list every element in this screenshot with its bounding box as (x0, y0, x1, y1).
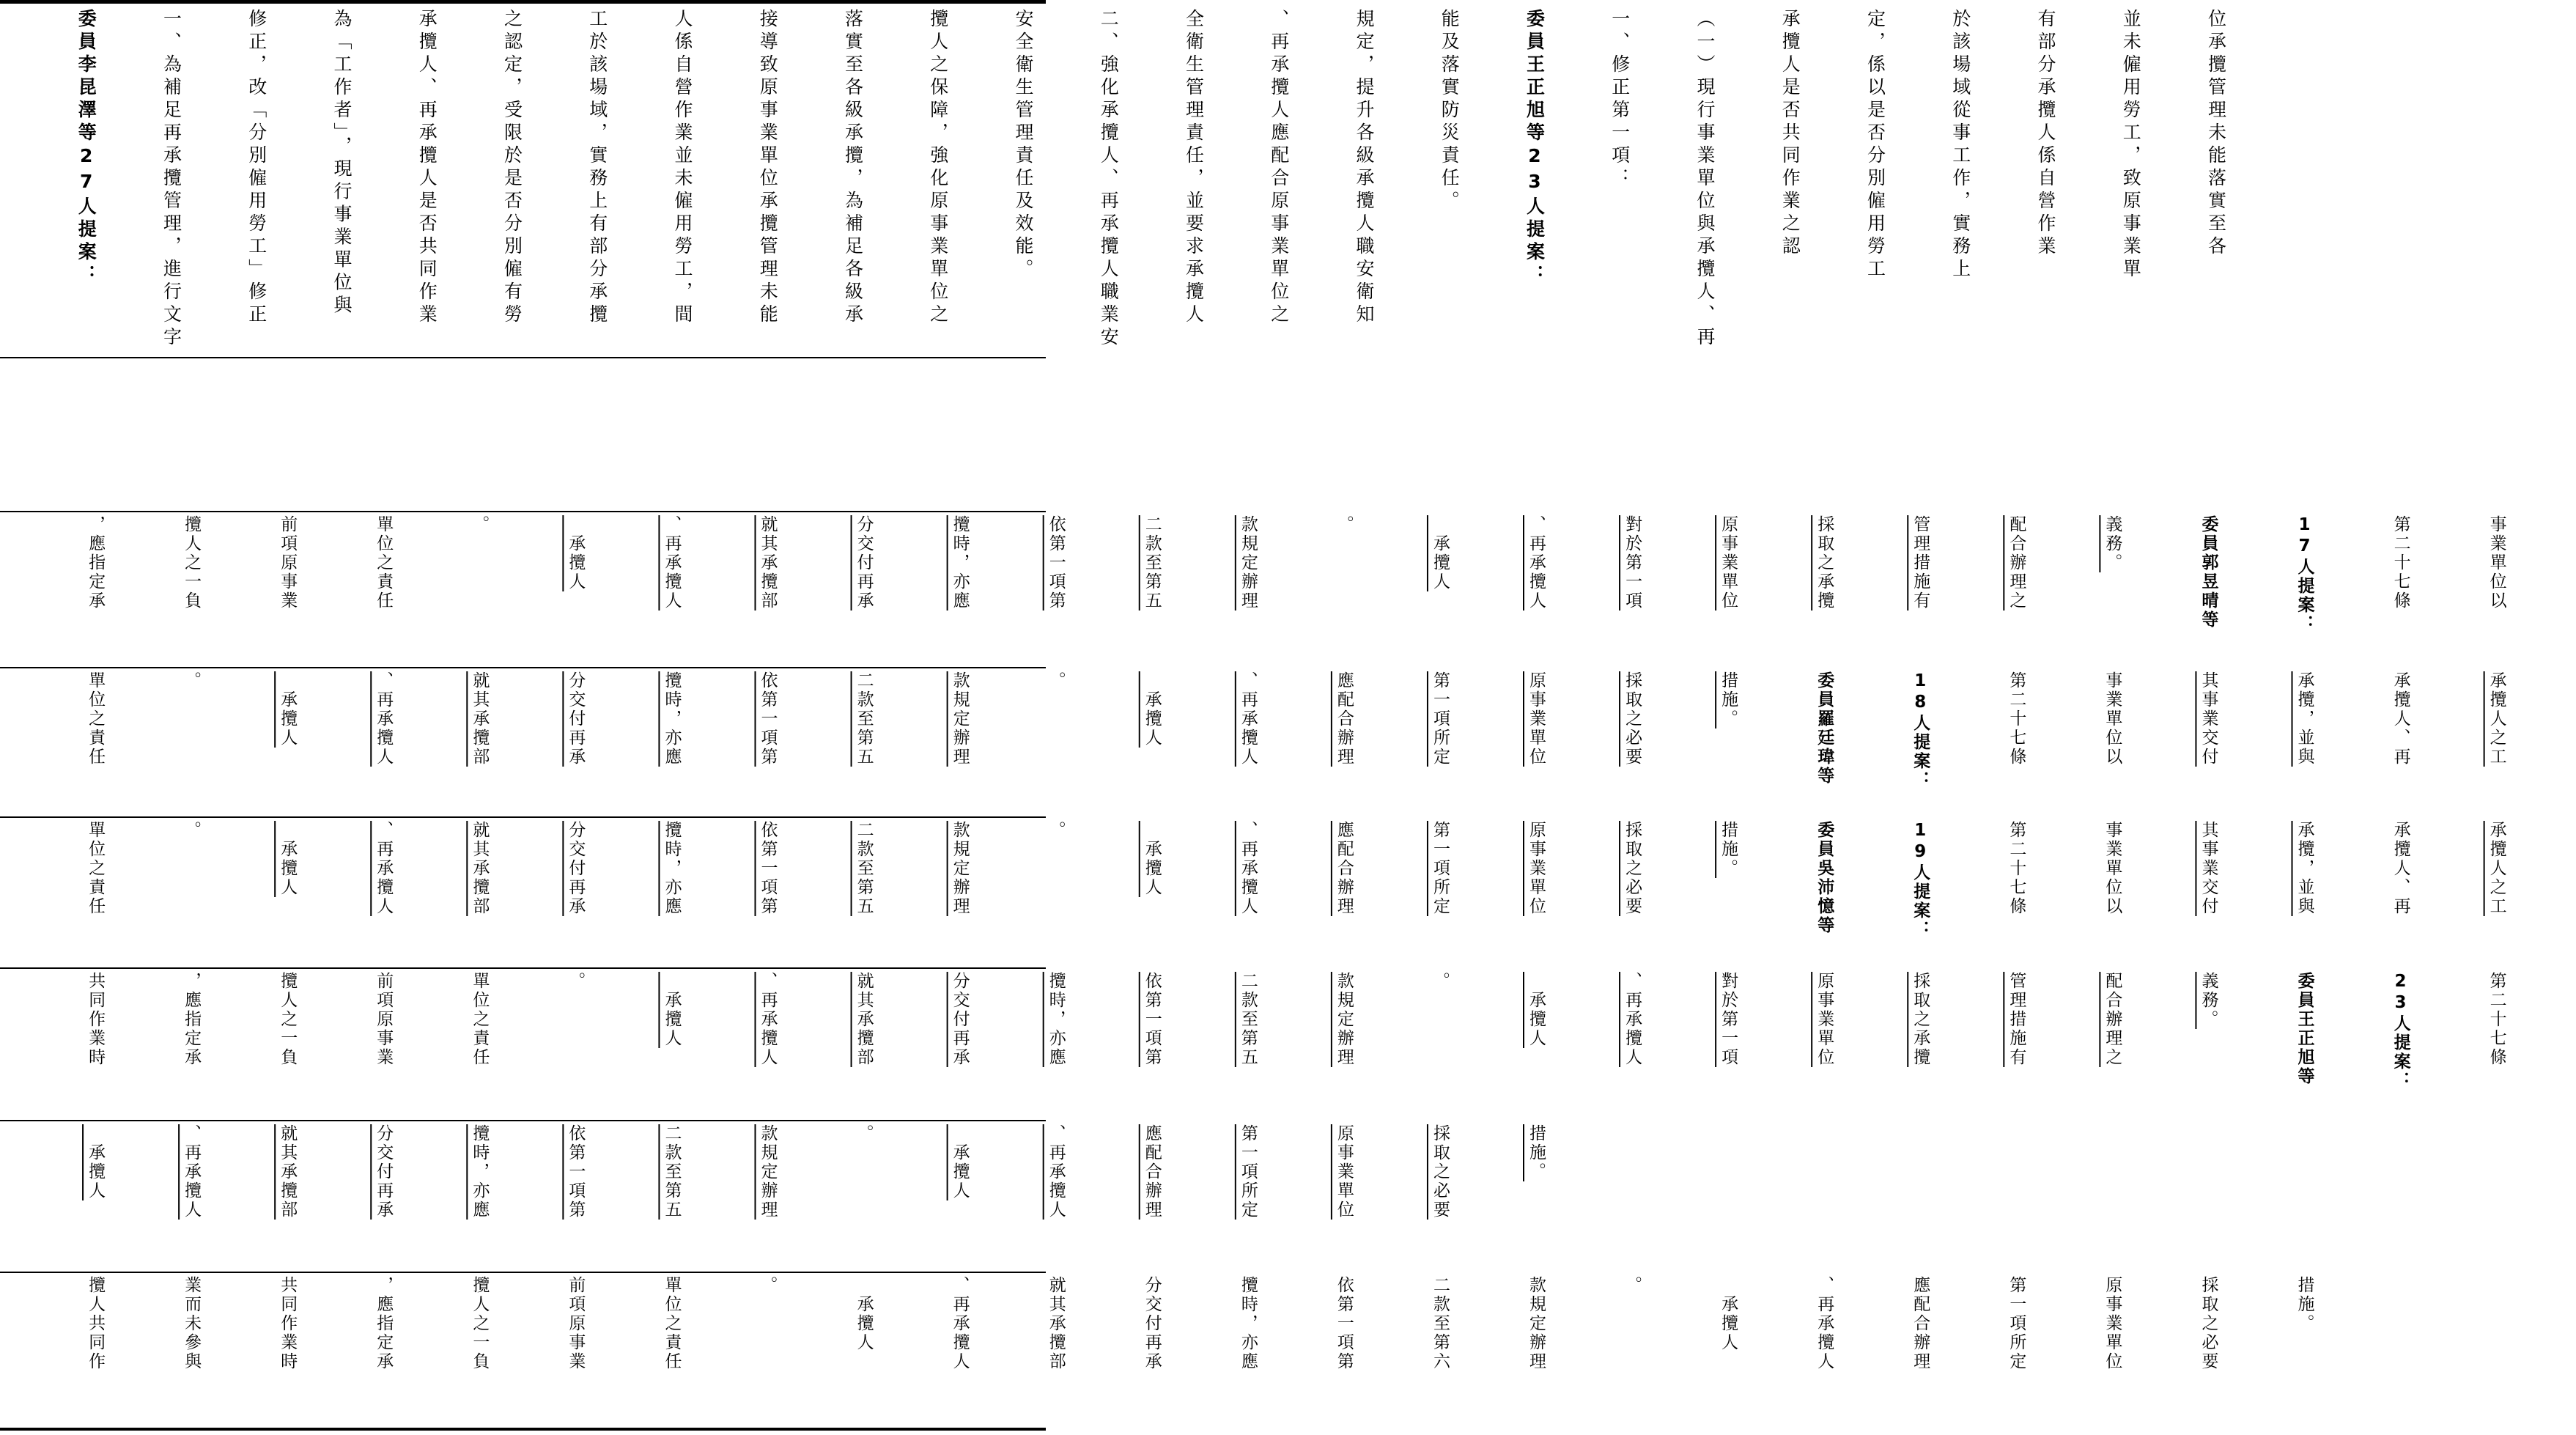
text-line: 分交付再承 (854, 515, 874, 610)
text-line: 採取之必要 (1623, 671, 1642, 767)
col-divider-4 (0, 1120, 1046, 1121)
text-line: 原事業單位 (1527, 671, 1546, 767)
text-line: 、再承攬人 (1046, 1124, 1066, 1220)
top-block (15, 9, 2227, 353)
text-line: 管理措施有 (2007, 972, 2026, 1067)
text-line: 委員吳沛憶等 (1815, 821, 1834, 935)
text-line: 之認定，受限於是否分別僱有勞 (501, 9, 523, 327)
text-line: 就其承攬部 (1046, 1276, 1066, 1371)
text-line: 能及落實防災責任。 (1439, 9, 1461, 213)
text-line: 人係自營作業並未僱用勞工，間 (672, 9, 693, 327)
text-line: 管理措施有 (1911, 515, 1930, 610)
text-line: 配合辦理之 (2007, 515, 2026, 610)
text-line: 事業單位以 (2103, 671, 2122, 767)
text-line: 其事業交付 (2199, 821, 2218, 916)
text-line: 承攬人是否共同作業之認 (1779, 9, 1801, 259)
text-line: 義務。 (2199, 972, 2218, 1029)
text-line: 採取之必要 (1623, 821, 1642, 916)
text-line: 二款至第五 (854, 821, 874, 916)
text-line: 分交付再承 (566, 821, 586, 916)
text-line: 依第一項第 (1334, 1276, 1354, 1371)
text-line: 攬人之保障，強化原事業單位之 (927, 9, 949, 327)
text-line: 委員郭昱晴等 (2199, 515, 2218, 630)
text-line: 承攬人 (854, 1276, 874, 1352)
text-line: 攬時，亦應 (950, 515, 970, 610)
text-line: 原事業單位 (1815, 972, 1834, 1067)
text-line: 位承攬管理未能落實至各 (2205, 9, 2227, 259)
text-line: 攬人之一負 (278, 972, 298, 1067)
text-line: 措施。 (1719, 671, 1738, 728)
text-line: 前項原事業 (278, 515, 298, 610)
text-line: 就其承攬部 (758, 515, 778, 610)
text-line: 應配合辦理 (1142, 1124, 1162, 1220)
text-line: 。 (758, 1276, 778, 1295)
text-line: 原事業單位 (1527, 821, 1546, 916)
text-line: 、再承攬人 (662, 515, 682, 610)
text-line: ，應指定承 (374, 1276, 394, 1371)
text-line: 承攬人之工 (2487, 671, 2506, 767)
text-line: ，應指定承 (182, 972, 202, 1067)
text-line: 原事業單位 (2103, 1276, 2122, 1371)
text-line: （一）現行事業單位與承攬人、再 (1694, 9, 1716, 350)
text-line: 依第一項第 (758, 671, 778, 767)
col-divider-5 (0, 1272, 1046, 1273)
column-3 (15, 972, 2506, 1117)
text-line: 分交付再承 (950, 972, 970, 1067)
text-line: 承攬人 (662, 972, 682, 1048)
text-line: 二款至第六 (1430, 1276, 1450, 1371)
text-line: 、再承攬人 (374, 671, 394, 767)
column-6 (15, 515, 2506, 663)
text-line: 承攬人、再 (2391, 821, 2410, 916)
text-line: 措施。 (1527, 1124, 1546, 1181)
text-line: 就其承攬部 (470, 821, 490, 916)
text-line: 承攬人 (278, 671, 298, 748)
text-line: 二、強化承攬人、再承攬人職業安 (1098, 9, 1120, 350)
column-text (15, 515, 2576, 662)
text-line: 依第一項第 (566, 1124, 586, 1220)
text-line: 應配合辦理 (1334, 821, 1354, 916)
text-line: 採取之承攬 (1815, 515, 1834, 610)
text-line: 規定，提升各級承攬人職安衛知 (1354, 9, 1375, 327)
text-line: 承攬人、再承攬人是否共同作業 (416, 9, 438, 327)
text-line: 第一項所定 (2007, 1276, 2026, 1371)
text-line: 單位之責任 (374, 515, 394, 610)
text-line: 修正，改「分別僱用勞工」修正 (246, 9, 267, 327)
text-line: 有部分承攬人係自營作業 (2035, 9, 2056, 259)
text-line: 為「工作者」，現行事業單位與 (331, 9, 353, 318)
text-line: 攬時，亦應 (662, 821, 682, 916)
text-line: 承攬人 (86, 1124, 106, 1200)
mid-divider (0, 511, 1046, 512)
text-line: 對於第一項 (1623, 515, 1642, 610)
text-line: 委員羅廷瑋等 (1815, 671, 1834, 786)
text-line: 。 (1623, 1276, 1642, 1295)
upper-divider (0, 357, 1046, 358)
text-line: 其事業交付 (2199, 671, 2218, 767)
text-line: 共同作業時 (278, 1276, 298, 1371)
text-line: 全衛生管理責任，並要求承攬人 (1183, 9, 1205, 327)
text-line: 前項原事業 (566, 1276, 586, 1371)
column-2 (15, 1124, 1546, 1268)
text-line: 應配合辦理 (1334, 671, 1354, 767)
text-line: 第二十七條 (2391, 515, 2410, 610)
text-line: 就其承攬部 (470, 671, 490, 767)
column-text (15, 821, 2576, 963)
text-line: 攬時，亦應 (1238, 1276, 1258, 1371)
text-line: 共同作業時 (86, 972, 106, 1067)
text-line: ，應指定承 (86, 515, 106, 610)
text-line: 承攬人 (278, 821, 298, 897)
text-line: 分交付再承 (566, 671, 586, 767)
text-line: 事業單位以 (2487, 515, 2506, 610)
text-line: 。 (1046, 671, 1066, 690)
text-line: 、再承攬人 (1238, 671, 1258, 767)
text-line: 承攬人 (1430, 515, 1450, 591)
text-line: 一、修正第一項： (1609, 9, 1631, 191)
heading-wang: 委員王正旭等23人提案： (1524, 9, 1546, 287)
text-line: 第一項所定 (1238, 1124, 1258, 1220)
text-line: 承攬人、再 (2391, 671, 2410, 767)
text-line: 第一項所定 (1430, 821, 1450, 916)
text-line: 對於第一項 (1719, 972, 1738, 1067)
text-line: 二款至第五 (1142, 515, 1162, 610)
text-line: 、再承攬人 (1815, 1276, 1834, 1371)
text-line: 事業單位以 (2103, 821, 2122, 916)
text-line: 。 (1430, 972, 1450, 991)
column-4 (15, 821, 2506, 964)
col-divider-2 (0, 816, 1046, 818)
text-line: 攬人之一負 (470, 1276, 490, 1371)
text-line: 款規定辦理 (1238, 515, 1258, 610)
text-line: 承攬人 (566, 515, 586, 591)
heading-li: 委員李昆澤等27人提案： (75, 9, 97, 287)
text-line: 18人提案： (1911, 671, 1930, 790)
text-line: 、再承攬人 (950, 1276, 970, 1371)
text-line: 、再承攬人 (182, 1124, 202, 1220)
text-line: 23人提案： (2391, 972, 2410, 1091)
text-line: 第二十七條 (2007, 821, 2026, 916)
text-line: 款規定辦理 (1527, 1276, 1546, 1371)
text-line: 款規定辦理 (950, 821, 970, 916)
text-line: 17人提案： (2295, 515, 2314, 634)
text-line: 、再承攬人 (1238, 821, 1258, 916)
text-line: 、再承攬人 (1623, 972, 1642, 1067)
text-line: 採取之必要 (2199, 1276, 2218, 1371)
text-line: 二款至第五 (854, 671, 874, 767)
text-line: 攬人之一負 (182, 515, 202, 610)
text-line: 定，係以是否分別僱用勞工 (1864, 9, 1886, 281)
text-line: 承攬人 (1142, 821, 1162, 897)
text-line: 。 (470, 515, 490, 534)
text-line: 採取之承攬 (1911, 972, 1930, 1067)
text-line: 款規定辦理 (758, 1124, 778, 1220)
column-text (15, 1124, 1615, 1266)
text-line: 分交付再承 (1142, 1276, 1162, 1371)
text-line: 款規定辦理 (950, 671, 970, 767)
text-line: 承攬人 (1142, 671, 1162, 748)
text-line: 單位之責任 (662, 1276, 682, 1371)
text-line: 。 (182, 821, 202, 840)
top-rule (0, 0, 1046, 4)
text-line: 19人提案： (1911, 821, 1930, 940)
text-line: 依第一項第 (758, 821, 778, 916)
text-line: 就其承攬部 (278, 1124, 298, 1220)
text-line: 承攬人 (950, 1124, 970, 1200)
text-line: 原事業單位 (1334, 1124, 1354, 1220)
text-line: 就其承攬部 (854, 972, 874, 1067)
text-line: 。 (1046, 821, 1066, 840)
text-line: 二款至第五 (662, 1124, 682, 1220)
text-line: 分交付再承 (374, 1124, 394, 1220)
text-line: 、再承攬人 (374, 821, 394, 916)
text-line: 並未僱用勞工，致原事業單 (2120, 9, 2142, 281)
text-line: 承攬人 (1527, 972, 1546, 1048)
column-1 (15, 1276, 2314, 1424)
text-line: 。 (854, 1124, 874, 1143)
column-text (15, 1276, 2384, 1423)
text-line: 承攬人之工 (2487, 821, 2506, 916)
text-line: 款規定辦理 (1334, 972, 1354, 1067)
column-5 (15, 671, 2506, 814)
text-line: 二款至第五 (1238, 972, 1258, 1067)
text-line: 單位之責任 (86, 821, 106, 916)
col-divider-3 (0, 967, 1046, 969)
text-line: 委員王正旭等 (2295, 972, 2314, 1086)
text-line: 承攬，並與 (2295, 821, 2314, 916)
text-line: 採取之必要 (1430, 1124, 1450, 1220)
text-line: 一、為補足再承攬管理，進行文字 (160, 9, 182, 350)
text-line: 義務。 (2103, 515, 2122, 572)
text-line: 安全衛生管理責任及效能。 (1013, 9, 1034, 281)
text-line: 措施。 (1719, 821, 1738, 878)
text-line: 應配合辦理 (1911, 1276, 1930, 1371)
text-line: 第二十七條 (2007, 671, 2026, 767)
text-line: 。 (1334, 515, 1354, 534)
text-line: 依第一項第 (1142, 972, 1162, 1067)
text-line: 接導致原事業單位承攬管理未能 (757, 9, 779, 327)
text-line: 、再承攬人 (1527, 515, 1546, 610)
text-line: 單位之責任 (470, 972, 490, 1067)
text-line: 承攬，並與 (2295, 671, 2314, 767)
text-line: 、再承攬人 (758, 972, 778, 1067)
top-block-text (15, 9, 2287, 352)
text-line: 措施。 (2295, 1276, 2314, 1333)
text-line: 第一項所定 (1430, 671, 1450, 767)
col-divider-1 (0, 667, 1046, 668)
text-line: 。 (566, 972, 586, 991)
text-line: 落實至各級承攬，為補足各級承 (842, 9, 864, 327)
text-line: 配合辦理之 (2103, 972, 2122, 1067)
text-line: 前項原事業 (374, 972, 394, 1067)
text-line: 攬人共同作 (86, 1276, 106, 1371)
column-text (15, 972, 2576, 1115)
text-line: 攬時，亦應 (662, 671, 682, 767)
text-line: 承攬人 (1719, 1276, 1738, 1352)
text-line: 第二十七條 (2487, 972, 2506, 1067)
bottom-rule (0, 1428, 1046, 1431)
text-line: 依第一項第 (1046, 515, 1066, 610)
text-line: 、再承攬人應配合原事業單位之 (1268, 9, 1290, 327)
text-line: 工於該場域，實務上有部分承攬 (586, 9, 608, 327)
text-line: 攬時，亦應 (1046, 972, 1066, 1067)
text-line: 業而未參與 (182, 1276, 202, 1371)
text-line: 攬時，亦應 (470, 1124, 490, 1220)
text-line: 。 (182, 671, 202, 690)
text-line: 於該場域從事工作，實務上 (1949, 9, 1971, 281)
column-text (15, 671, 2576, 812)
text-line: 原事業單位 (1719, 515, 1738, 610)
text-line: 單位之責任 (86, 671, 106, 767)
